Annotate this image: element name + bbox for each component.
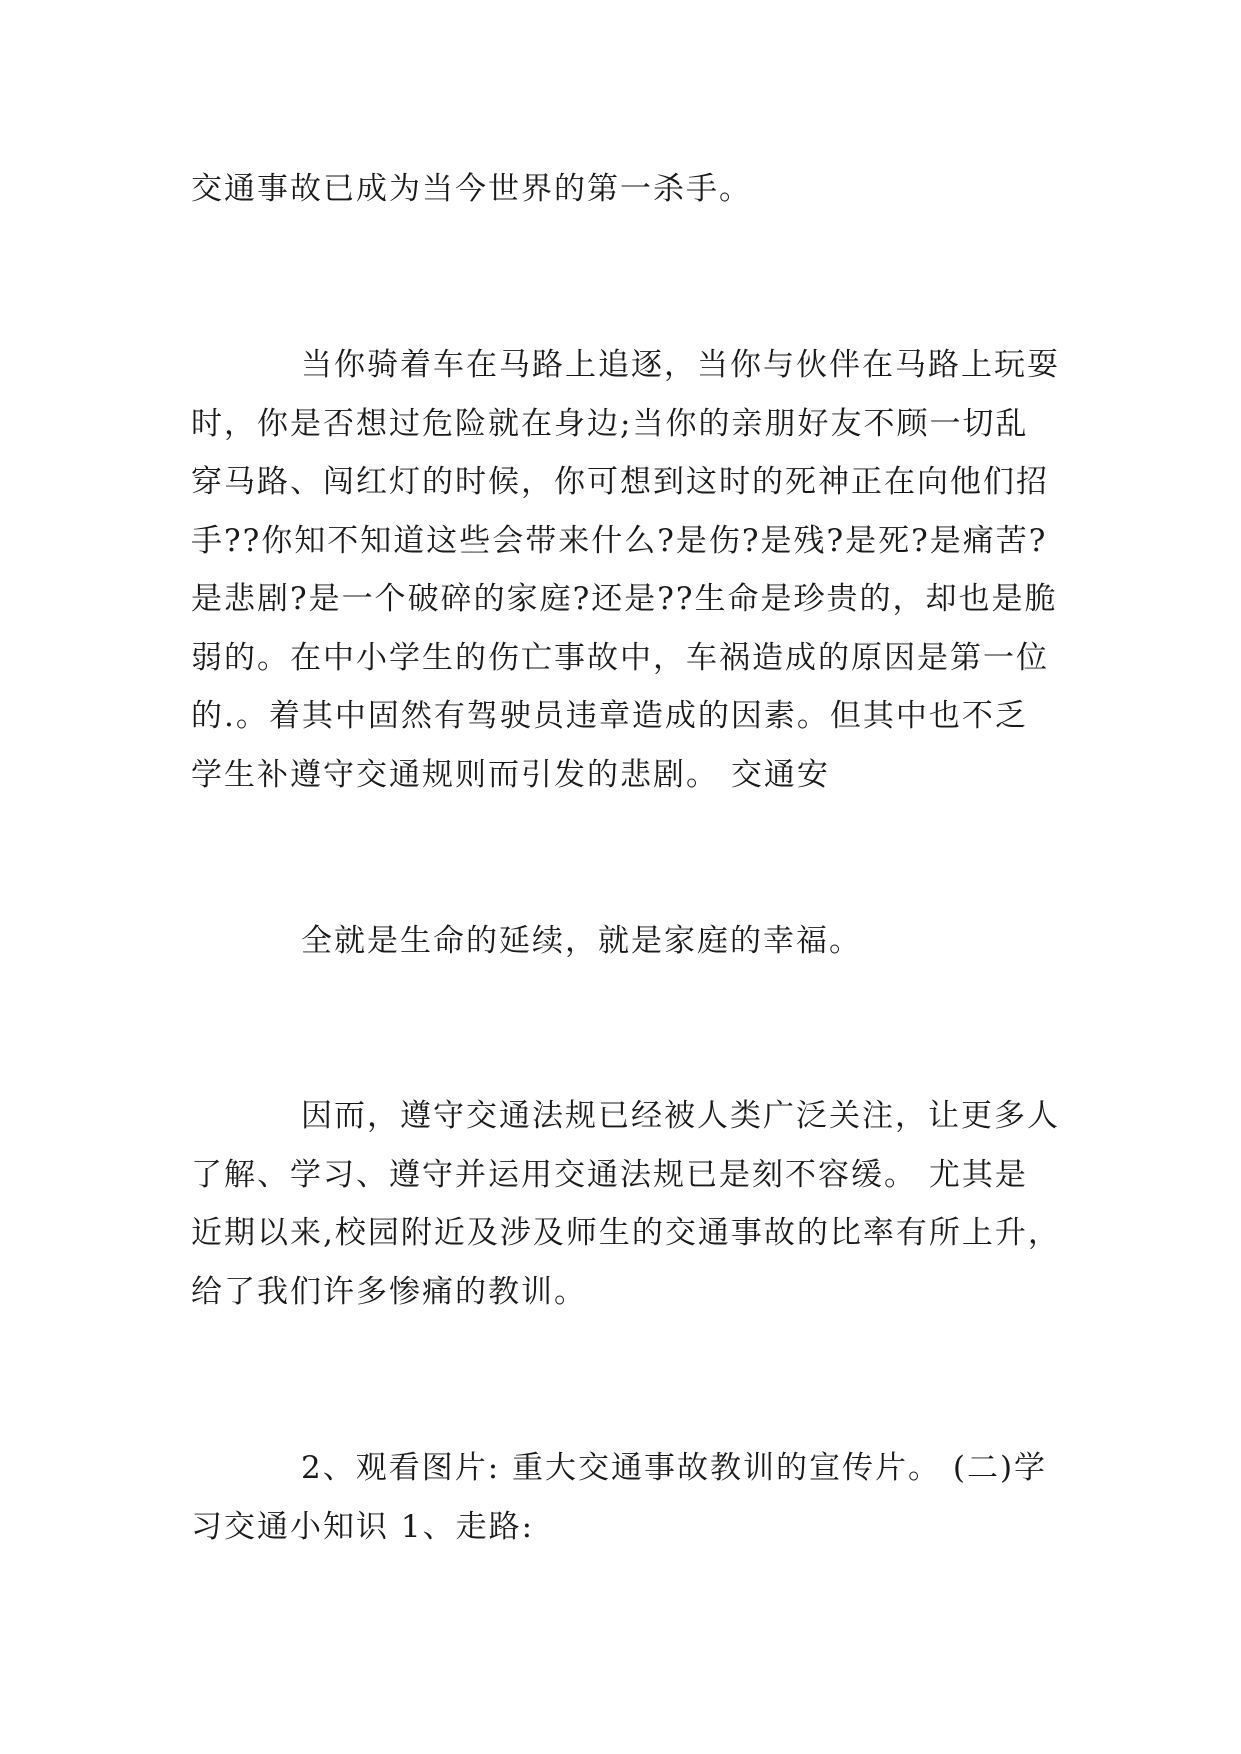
text-line: 时，你是否想过危险就在身边;当你的亲朋好友不顾一切乱 xyxy=(191,405,1029,442)
text-line: 习交通小知识 1、走路: xyxy=(191,1508,535,1545)
text-line: 给了我们许多惨痛的教训。 xyxy=(191,1273,587,1310)
text-line: 了解、学习、遵守并运用交通法规已是刻不容缓。 尤其是 xyxy=(191,1156,1028,1193)
text-line: 弱的。在中小学生的伤亡事故中，车祸造成的原因是第一位 xyxy=(191,639,1049,676)
paragraph-3 xyxy=(191,912,1051,971)
text-line: 全就是生命的延续，就是家庭的幸福。 xyxy=(301,923,862,959)
text-line: 交通事故已成为当今世界的第一杀手。 xyxy=(191,171,752,207)
text-line: 是悲剧?是一个破碎的家庭?还是??生命是珍贵的，却也是脆 xyxy=(191,581,1058,617)
text-line: 的.。着其中固然有驾驶员违章造成的因素。但其中也不乏 xyxy=(191,698,1028,734)
text-line: 穿马路、闯红灯的时候，你可想到这时的死神正在向他们招 xyxy=(191,464,1049,500)
paragraph-5 xyxy=(191,1439,1051,1556)
text-line: 学生补遵守交通规则而引发的悲剧。 交通安 xyxy=(191,756,830,793)
text-line: 因而，遵守交通法规已经被人类广泛关注，让更多人 xyxy=(301,1098,1060,1134)
paragraph-4 xyxy=(191,1087,1061,1321)
paragraph-1 xyxy=(191,160,1051,219)
paragraph-2 xyxy=(191,336,1060,804)
text-line: 当你骑着车在马路上追逐，当你与伙伴在马路上玩耍 xyxy=(301,347,1060,383)
text-line: 近期以来,校园附近及涉及师生的交通事故的比率有所上升， xyxy=(191,1215,1061,1251)
text-line: 手??你知不知道这些会带来什么?是伤?是残?是死?是痛苦? xyxy=(191,522,1048,559)
text-line: 2、观看图片: 重大交通事故教训的宣传片。 (二)学 xyxy=(301,1450,1048,1486)
